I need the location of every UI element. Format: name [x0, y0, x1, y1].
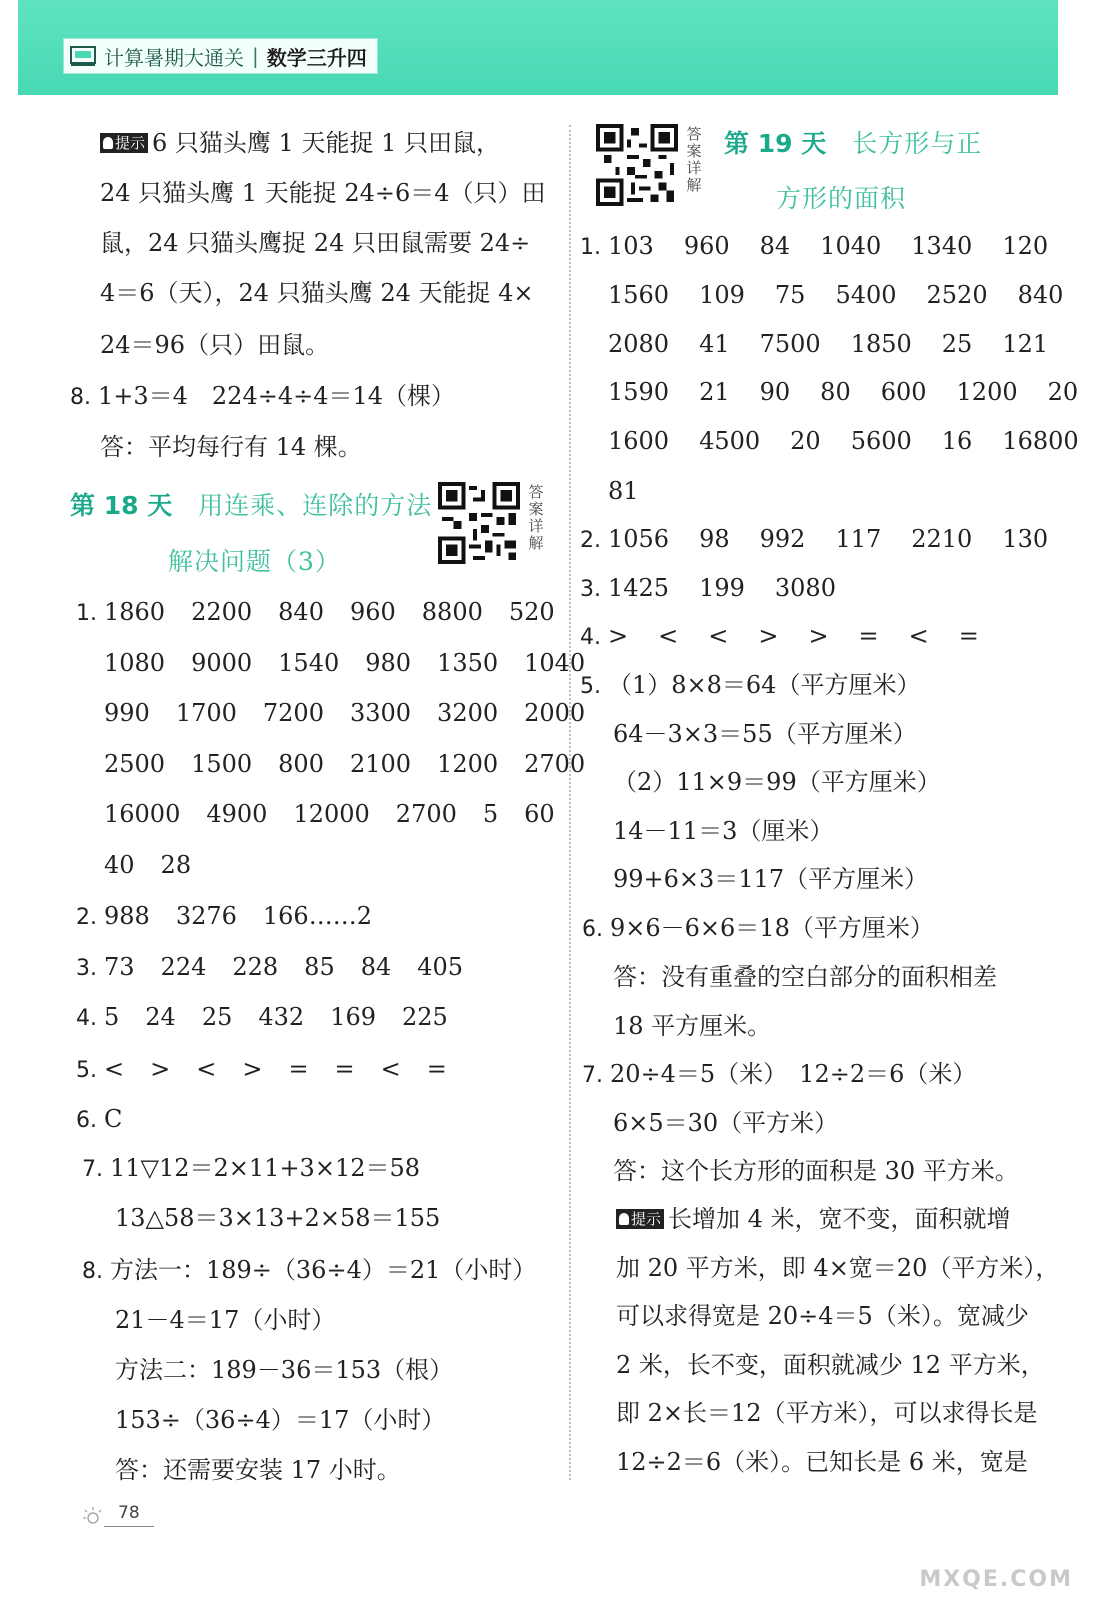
answer-text: （2）11×9＝99（平方厘米）: [613, 768, 941, 796]
question-6: [582, 913, 934, 945]
question-number: 5.: [580, 674, 601, 699]
question-number: 7.: [82, 1157, 103, 1182]
answer-row: [76, 1002, 474, 1034]
answer-value: 432: [258, 1003, 305, 1031]
answer-row: [76, 799, 581, 829]
answer-text: 18 平方厘米。: [613, 1012, 772, 1040]
answer-value: 16800: [1002, 427, 1079, 455]
answer-value: 988: [104, 902, 150, 930]
day-18-subtitle: 解决问题（3）: [168, 547, 341, 576]
watermark: MXQE.COM: [919, 1567, 1073, 1592]
answer-value: 24: [145, 1003, 176, 1031]
hint-line: 12÷2＝6（米）。已知长是 6 米，宽是: [616, 1448, 1028, 1476]
answer-value: 2520: [926, 281, 988, 309]
answer-row: [580, 377, 1093, 407]
answer-row: [580, 524, 1078, 556]
answer-value: 1040: [820, 232, 882, 260]
answer-row: [76, 1104, 148, 1136]
day-19-title: [724, 128, 982, 160]
answer-value: 960: [683, 232, 730, 260]
answer-value: 1600: [608, 427, 670, 455]
question-number: 7.: [582, 1063, 603, 1088]
answer-text: 14－11＝3（厘米）: [613, 817, 834, 845]
sun-icon: [80, 1505, 106, 1531]
answer-value: 1500: [191, 750, 253, 778]
question-number: 4.: [76, 1006, 97, 1031]
answer-value: 2700: [524, 750, 586, 778]
answer-value: 1700: [175, 699, 237, 727]
answer-value: 28: [160, 851, 192, 879]
answer-value: 25: [941, 330, 973, 358]
question-number: 5.: [76, 1058, 97, 1083]
answer-value: <: [658, 622, 679, 650]
question-number: 3.: [580, 577, 601, 602]
answer-text: 99+6×3＝117（平方厘米）: [613, 865, 929, 893]
answer-value: 2500: [104, 750, 166, 778]
hint-line: 4＝6（天），24 只猫头鹰 24 天能捉 4×: [100, 279, 534, 307]
answer-value: 1056: [608, 525, 670, 553]
answer-value: 130: [1002, 525, 1049, 553]
question-number: 2.: [76, 905, 97, 930]
hint-badge: 提示: [616, 1209, 664, 1229]
answer-value: 5: [104, 1003, 120, 1031]
answer-row: [76, 952, 489, 984]
answer-value: =: [958, 622, 979, 650]
answer-value: 166……2: [262, 902, 372, 930]
hint-line: 24＝96（只）田鼠。: [100, 331, 330, 359]
answer-text: 答：这个长方形的面积是 30 平方米。: [613, 1157, 1019, 1185]
answer-value: 2080: [608, 330, 670, 358]
answer-value: 1860: [104, 598, 166, 626]
hint-line: 鼠，24 只猫头鹰捉 24 只田鼠需要 24÷: [100, 229, 531, 257]
page-number: 78: [118, 1503, 140, 1523]
answer-text: 方法二：189－36＝153（根）: [115, 1356, 454, 1384]
book-series-label: [63, 38, 378, 74]
answer-value: 405: [417, 953, 464, 981]
answer-value: 109: [699, 281, 745, 309]
answer-value: 80: [820, 378, 851, 406]
qr-code-icon[interactable]: [438, 482, 520, 564]
question-5: [580, 670, 920, 702]
answer-row: [580, 231, 1078, 263]
answer-value: 2000: [524, 699, 586, 727]
answer-text: 方法一：189÷（36÷4）＝21（小时）: [110, 1256, 537, 1284]
hint-line: 加 20 平方米，即 4×宽＝20（平方米），: [616, 1254, 1060, 1282]
hint-line: 2 米，长不变，面积就减少 12 平方米，: [616, 1351, 1045, 1379]
answer-value: 800: [278, 750, 324, 778]
answer-value: 1540: [278, 649, 340, 677]
answer-value: 5400: [835, 281, 897, 309]
answer-row: [580, 476, 669, 506]
question-number: 6.: [76, 1108, 97, 1133]
answer-row: [76, 1054, 473, 1086]
hint-badge: 提示: [100, 133, 148, 153]
answer-value: 3276: [175, 902, 237, 930]
day-19-subtitle: 方形的面积: [776, 184, 907, 213]
answer-value: 199: [699, 574, 745, 602]
question-number: 1.: [76, 601, 97, 626]
day-topic: 用连乘、连除的方法: [198, 491, 433, 520]
answer-value: 1040: [524, 649, 586, 677]
hint-line: 24 只猫头鹰 1 天能捉 24÷6＝4（只）田: [100, 179, 546, 207]
answer-value: <: [196, 1055, 217, 1083]
hint-line: 提示 长增加 4 米，宽不变，面积就增: [616, 1204, 1011, 1234]
answer-value: >: [150, 1055, 171, 1083]
answer-text: 9×6－6×6＝18（平方厘米）: [610, 914, 934, 942]
answer-row: [76, 597, 581, 629]
answer-value: >: [242, 1055, 263, 1083]
answer-value: 75: [774, 281, 806, 309]
answer-value: 2700: [395, 800, 457, 828]
question-number: 3.: [76, 956, 97, 981]
answer-value: 960: [349, 598, 396, 626]
qr-caption: 答 案 详 解: [528, 483, 544, 552]
answer-row: [76, 648, 611, 678]
answer-value: 1850: [850, 330, 912, 358]
answer-value: =: [426, 1055, 447, 1083]
lightbulb-icon: [103, 137, 113, 149]
answer-value: <: [908, 622, 929, 650]
answer-value: 121: [1002, 330, 1049, 358]
answer-text: 答：平均每行有 14 棵。: [100, 433, 362, 461]
answer-value: 840: [278, 598, 324, 626]
question-8b: [82, 1255, 536, 1287]
header-subtitle: 数学三升四: [266, 45, 367, 70]
answer-value: 520: [508, 598, 555, 626]
answer-value: 84: [759, 232, 791, 260]
answer-value: 2210: [911, 525, 973, 553]
answer-value: 20: [1047, 378, 1079, 406]
answer-value: 600: [880, 378, 927, 406]
answer-value: <: [104, 1055, 125, 1083]
hint-line: 即 2×长＝12（平方米），可以求得长是: [616, 1399, 1038, 1427]
answer-value: 40: [104, 851, 135, 879]
answer-value: C: [104, 1105, 123, 1133]
question-number: 8.: [70, 385, 91, 410]
answer-value: 84: [360, 953, 392, 981]
answer-value: <: [708, 622, 729, 650]
day-topic: 长方形与正: [852, 129, 983, 158]
answer-value: 9000: [191, 649, 253, 677]
answer-text: 1+3＝4 224÷4÷4＝14（棵）: [98, 382, 456, 410]
answer-row: [76, 901, 398, 933]
answer-value: 1350: [437, 649, 499, 677]
qr-code-icon[interactable]: [596, 124, 678, 206]
answer-value: 840: [1017, 281, 1064, 309]
question-number: 6.: [582, 917, 603, 942]
answer-value: 117: [835, 525, 882, 553]
answer-value: 169: [330, 1003, 376, 1031]
question-number: 4.: [580, 625, 601, 650]
question-number: 2.: [580, 528, 601, 553]
answer-text: 21－4＝17（小时）: [115, 1306, 336, 1334]
answer-value: 16000: [104, 800, 181, 828]
answer-row: [580, 621, 1009, 653]
answer-text: 11▽12＝2×11+3×12＝58: [110, 1154, 421, 1182]
answer-value: 990: [104, 699, 150, 727]
answer-value: 1425: [608, 574, 670, 602]
answer-value: 12000: [293, 800, 370, 828]
answer-text: 64－3×3＝55（平方厘米）: [613, 720, 917, 748]
answer-value: 20: [790, 427, 821, 455]
answer-text: 答：还需要安装 17 小时。: [115, 1456, 401, 1484]
answer-value: 120: [1002, 232, 1049, 260]
answer-value: 90: [759, 378, 791, 406]
answer-value: 992: [759, 525, 806, 553]
answer-value: 5600: [850, 427, 912, 455]
answer-row: [76, 850, 217, 880]
answer-value: 85: [304, 953, 335, 981]
answer-text: 13△58＝3×13+2×58＝155: [115, 1204, 441, 1232]
answer-value: 103: [608, 232, 654, 260]
answer-value: 8800: [421, 598, 483, 626]
day-18-title: [70, 490, 432, 522]
answer-value: 2200: [191, 598, 253, 626]
answer-value: 3300: [349, 699, 412, 727]
answer-value: 98: [699, 525, 730, 553]
answer-value: 2100: [349, 750, 412, 778]
answer-row: [580, 280, 1093, 310]
page-header: [18, 0, 1058, 95]
qr-caption: 答 案 详 解: [686, 125, 702, 194]
answer-value: 7500: [759, 330, 821, 358]
answer-value: =: [858, 622, 879, 650]
answer-value: 224: [160, 953, 207, 981]
answer-value: <: [380, 1055, 401, 1083]
answer-row: [76, 698, 611, 728]
answer-value: 41: [699, 330, 730, 358]
day-label: 第 18 天: [70, 491, 173, 520]
header-separator: |: [252, 44, 259, 68]
answer-value: 21: [699, 378, 730, 406]
question-number: 8.: [82, 1259, 103, 1284]
answer-value: 228: [232, 953, 279, 981]
answer-value: 60: [524, 800, 555, 828]
question-number: 1.: [580, 235, 601, 260]
answer-value: =: [288, 1055, 309, 1083]
header-title: 计算暑期大通关: [104, 45, 244, 70]
answer-value: >: [808, 622, 829, 650]
hint-line: 提示 6 只猫头鹰 1 天能捉 1 只田鼠，: [100, 128, 500, 158]
answer-value: 16: [941, 427, 973, 455]
page-number-underline: [104, 1526, 154, 1527]
answer-value: 5: [482, 800, 499, 828]
hint-line: 可以求得宽是 20÷4＝5（米）。宽减少: [616, 1302, 1029, 1330]
answer-text: 20÷4＝5（米） 12÷2＝6（米）: [610, 1060, 977, 1088]
lightbulb-icon: [619, 1213, 629, 1225]
answer-value: 4500: [699, 427, 761, 455]
answer-value: 1200: [437, 750, 499, 778]
answer-row: [76, 749, 611, 779]
answer-value: 4900: [206, 800, 268, 828]
answer-value: 225: [402, 1003, 448, 1031]
answer-value: 3200: [437, 699, 499, 727]
answer-value: =: [334, 1055, 355, 1083]
answer-value: 1340: [911, 232, 973, 260]
answer-text: 答：没有重叠的空白部分的面积相差: [613, 963, 997, 991]
answer-text: （1）8×8＝64（平方厘米）: [608, 671, 921, 699]
answer-value: 73: [104, 953, 135, 981]
answer-value: 980: [365, 649, 412, 677]
book-icon: [70, 45, 96, 67]
answer-value: >: [758, 622, 779, 650]
answer-value: 25: [201, 1003, 233, 1031]
answer-value: 1200: [956, 378, 1018, 406]
answer-row: [580, 329, 1078, 359]
answer-row: [580, 573, 866, 605]
answer-value: 81: [608, 477, 639, 505]
question-7: [582, 1059, 976, 1091]
answer-value: 1590: [608, 378, 670, 406]
answer-text: 153÷（36÷4）＝17（小时）: [115, 1406, 446, 1434]
answer-value: 1080: [104, 649, 166, 677]
day-label: 第 19 天: [724, 129, 827, 158]
question-7: [82, 1153, 420, 1185]
answer-value: 1560: [608, 281, 670, 309]
answer-text: 6×5＝30（平方米）: [613, 1109, 839, 1137]
answer-row: [580, 426, 1093, 456]
question-8: [70, 381, 455, 413]
answer-value: 7200: [262, 699, 324, 727]
answer-value: >: [608, 622, 629, 650]
answer-value: 3080: [774, 574, 836, 602]
